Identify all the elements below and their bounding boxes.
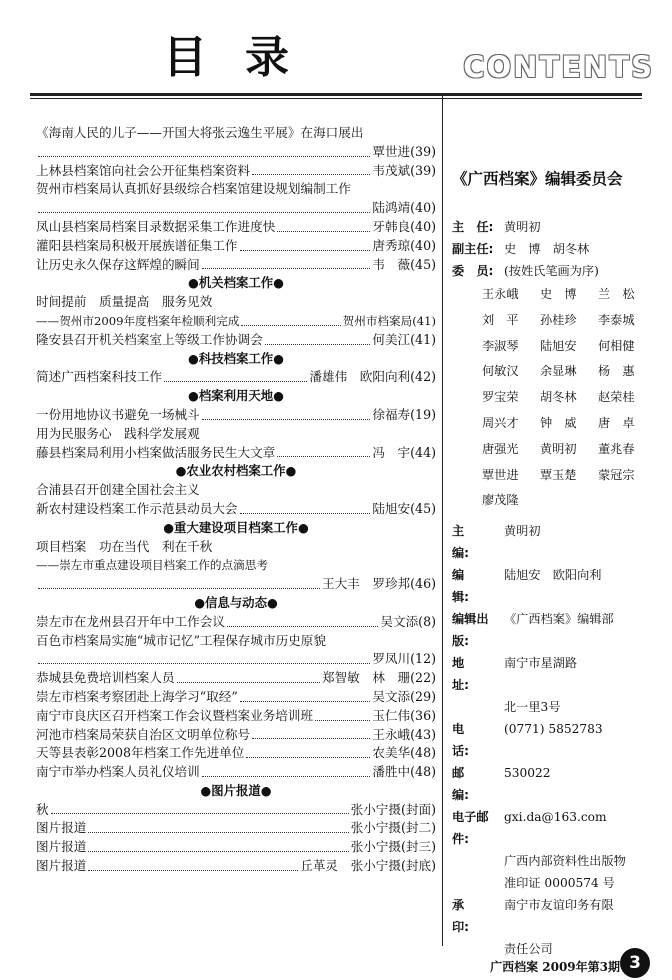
- board-row: [452, 718, 664, 762]
- board-member-name: 董兆春: [598, 441, 635, 456]
- board-member-name: 蒙冠宗: [598, 467, 635, 482]
- toc-entry-title: 恭城县免费培训档案人员: [36, 670, 175, 686]
- board-value: (按姓氏笔画为序): [504, 264, 599, 278]
- board-member-name: 余显琳: [540, 364, 577, 379]
- board-row: [452, 608, 664, 652]
- board-member-name: 何敏汉: [482, 364, 519, 379]
- toc-entry-author-page: 徐福寿(19): [372, 406, 436, 422]
- toc-entry-title: 凤山县档案局档案目录数据采集工作进度快: [36, 218, 276, 234]
- toc-leader-dots: [277, 444, 370, 458]
- toc-section-heading: ●重大建设项目档案工作●: [163, 519, 309, 535]
- toc-entry: [36, 669, 436, 688]
- toc-entry-author-page: 张小宁摄(封面): [350, 801, 436, 817]
- toc-entry: [36, 688, 436, 707]
- toc-leader-dots: [241, 312, 340, 326]
- board-value: 南宁市星湖路: [504, 656, 578, 671]
- toc-entry-title: 崇左市在龙州县召开年中工作会议: [36, 613, 225, 629]
- toc-entry-title: 秋: [36, 801, 49, 817]
- board-row: [452, 850, 664, 872]
- toc-entry-title: 灌阳县档案局积极开展族谱征集工作: [36, 237, 238, 253]
- toc-leader-dots: [202, 406, 371, 420]
- toc-leader-dots: [38, 650, 370, 664]
- board-row: [452, 260, 664, 282]
- toc-entry-title: 藤县档案局利用小档案做活服务民生大文章: [36, 444, 276, 460]
- toc-entry-author-page: 吴文添(8): [380, 613, 436, 629]
- toc-entry: [36, 857, 436, 876]
- board-value: gxi.da@163.com: [504, 810, 607, 825]
- board-member-name: 周兴才: [482, 415, 519, 430]
- toc-entry: [36, 368, 436, 387]
- toc-entry-title: 用为民服务心 践科学发展观: [36, 425, 200, 441]
- board-label: [452, 872, 504, 894]
- board-member-name: 孙桂珍: [540, 312, 577, 327]
- toc-entry-author-page: 冯 宇(44): [372, 444, 436, 460]
- toc-entry-title: 让历史永久保存这辉煌的瞬间: [36, 256, 200, 272]
- toc-leader-dots: [252, 726, 370, 740]
- board-row: [452, 696, 664, 718]
- toc-leader-dots: [177, 669, 320, 683]
- toc-entry: [36, 838, 436, 857]
- board-member-name: 杨 惠: [598, 364, 635, 379]
- toc-leader-dots: [240, 500, 371, 514]
- board-member-name: 唐 卓: [598, 415, 635, 430]
- board-row: [452, 806, 664, 850]
- toc-entry: [36, 218, 436, 237]
- board-label: 编 辑:: [452, 568, 489, 605]
- toc-entry-title: 崇左市档案考察团赴上海学习“取经”: [36, 688, 238, 704]
- toc-leader-dots: [227, 613, 378, 627]
- board-title: 《广西档案》编辑委员会: [452, 170, 623, 188]
- toc-section-heading: ●档案利用天地●: [188, 388, 284, 404]
- board-label: 承 印:: [452, 898, 489, 935]
- board-member-name: 廖茂隆: [482, 493, 519, 508]
- toc-entry-author-page: 王大丰 罗珍邦(46): [321, 576, 436, 592]
- toc-entry: [36, 162, 436, 181]
- footer-issue: 广西档案 2009年第3期: [490, 960, 620, 974]
- toc-leader-dots: [38, 575, 320, 589]
- toc-section-heading: ●机关档案工作●: [188, 275, 284, 291]
- toc-entry-title: 百色市档案局实施“城市记忆”工程保存城市历史原貌: [36, 632, 326, 648]
- toc-entry-author-page: 韦茂斌(39): [372, 162, 436, 178]
- toc-leader-dots: [164, 368, 307, 382]
- toc-leader-dots: [88, 838, 348, 852]
- toc-entry-author-page: 牙韩良(40): [372, 218, 436, 234]
- board-value: 准印证 0000574 号: [504, 876, 615, 891]
- board-row: [452, 238, 664, 260]
- board-label: 电子邮件:: [452, 810, 489, 847]
- toc-entry-author-page: 韦 薇(45): [372, 256, 436, 272]
- toc-leader-dots: [202, 256, 371, 270]
- toc-entry: [36, 763, 436, 782]
- toc-leader-dots: [246, 744, 370, 758]
- toc-entry-title: 河池市档案局荣获自治区文明单位称号: [36, 726, 251, 742]
- board-label: 电 话:: [452, 722, 489, 759]
- toc-section-heading: ●信息与动态●: [194, 594, 278, 610]
- board-member-name: 李淑琴: [482, 338, 519, 353]
- toc-leader-dots: [38, 199, 370, 213]
- toc-entry: [36, 726, 436, 745]
- board-member-name: 赵荣桂: [598, 390, 635, 405]
- toc-entry-title: 隆安县召开机关档案室上等级工作协调会: [36, 331, 263, 347]
- board-member-name: 覃世进: [482, 467, 519, 482]
- board-member-name: 李泰城: [598, 312, 635, 327]
- toc-entry-title: 《海南人民的儿子——开国大将张云逸生平展》在海口展出: [36, 125, 364, 140]
- toc-entry: [36, 256, 436, 275]
- board-row: [452, 762, 664, 806]
- toc-leader-dots: [38, 143, 370, 157]
- toc-leader-dots: [277, 218, 370, 232]
- board-member-name: 刘 平: [482, 312, 519, 327]
- board-value: 史 博 胡冬林: [504, 242, 590, 256]
- page-number: 3: [620, 948, 650, 978]
- board-member-name: 黄明初: [540, 441, 577, 456]
- toc-leader-dots: [202, 763, 371, 777]
- toc-entry-author-page: 潘胜中(48): [372, 764, 436, 780]
- toc-entry-author-page: 陆旭安(45): [372, 500, 436, 516]
- board-member-name: 罗宝荣: [482, 390, 519, 405]
- toc-entry-title: 图片报道: [36, 820, 87, 836]
- toc-entry-title: 天等县表彰2008年档案工作先进单位: [36, 745, 245, 761]
- toc-entry: [36, 575, 436, 594]
- toc-entry-title: ——崇左市重点建设项目档案工作的点滴思考: [36, 558, 268, 573]
- toc-entry: [36, 819, 436, 838]
- toc-section-heading: ●科技档案工作●: [188, 350, 284, 366]
- toc-entry-title: 图片报道: [36, 858, 87, 874]
- table-of-contents: [36, 124, 436, 876]
- board-member-name: 王永峨: [482, 287, 519, 301]
- board-top-rows: [452, 216, 664, 282]
- toc-entry-author-page: 张小宁摄(封三): [350, 839, 436, 855]
- board-row: [452, 652, 664, 696]
- toc-entry-author-page: 何美江(41): [372, 331, 436, 347]
- board-member-name: 何相健: [598, 338, 635, 353]
- toc-entry-author-page: 郑智敏 林 珊(22): [321, 670, 436, 686]
- toc-entry: [36, 613, 436, 632]
- board-row: [452, 520, 664, 564]
- board-member-name: 陆旭安: [540, 338, 577, 353]
- toc-entry-title: 简述广西档案科技工作: [36, 369, 162, 385]
- toc-entry: [36, 801, 436, 820]
- toc-entry-title: 南宁市良庆区召开档案工作会议暨档案业务培训班: [36, 707, 314, 723]
- board-row: [452, 564, 664, 608]
- toc-section-heading: ●农业农村档案工作●: [175, 463, 297, 479]
- board-label: 委 员:: [452, 264, 494, 278]
- editorial-board: [452, 160, 664, 960]
- toc-entry: [36, 237, 436, 256]
- board-label: [452, 938, 504, 960]
- toc-entry-author-page: 罗凤川(12): [372, 651, 436, 667]
- toc-entry-title: ——贺州市2009年度档案年检顺利完成: [36, 313, 240, 328]
- board-label: [452, 850, 504, 872]
- toc-entry-author-page: 玉仁伟(36): [372, 707, 436, 723]
- board-label: 副主任:: [452, 242, 494, 256]
- toc-entry: [36, 331, 436, 350]
- toc-entry-author-page: 潘雄伟 欧阳向利(42): [309, 369, 436, 385]
- toc-leader-dots: [240, 688, 371, 702]
- toc-entry-title: 新农村建设档案工作示范县动员大会: [36, 500, 238, 516]
- toc-section-heading: ●图片报道●: [200, 782, 272, 798]
- board-row: [452, 894, 664, 938]
- toc-entry-title: 上林县档案馆向社会公开征集档案资料: [36, 162, 251, 178]
- board-value: 黄明初: [504, 524, 541, 539]
- board-label: 邮 编:: [452, 766, 489, 803]
- toc-leader-dots: [252, 162, 370, 176]
- page-title-english: CONTENTS: [463, 50, 654, 84]
- toc-leader-dots: [51, 801, 349, 815]
- toc-entry: [36, 143, 436, 162]
- header-rule: [30, 93, 642, 96]
- board-member-name: 唐强光: [482, 441, 519, 456]
- board-member-name: 胡冬林: [540, 390, 577, 405]
- toc-entry-author-page: 王永峨(43): [372, 726, 436, 742]
- toc-leader-dots: [265, 331, 371, 345]
- board-bottom-rows: [452, 520, 664, 960]
- board-member-name: 覃玉楚: [540, 467, 577, 482]
- toc-leader-dots: [88, 857, 298, 871]
- toc-entry-title: 图片报道: [36, 839, 87, 855]
- board-value: (0771) 5852783: [504, 722, 603, 737]
- page-title: 目录: [163, 32, 327, 83]
- toc-entry: [36, 406, 436, 425]
- board-member-name: 史 博: [540, 287, 577, 301]
- board-value: 南宁市友谊印务有限: [504, 898, 614, 913]
- toc-entry-title: 一份用地协议书避免一场械斗: [36, 406, 200, 422]
- board-label: 主 编:: [452, 524, 489, 561]
- toc-entry-title: 项目档案 功在当代 利在千秋: [36, 538, 213, 554]
- toc-leader-dots: [315, 707, 370, 721]
- toc-entry-title: 合浦县召开创建全国社会主义: [36, 482, 200, 498]
- board-value: 广西内部资料性出版物: [504, 854, 626, 869]
- column-divider: [442, 96, 443, 946]
- toc-entry-title: 南宁市举办档案人员礼仪培训: [36, 764, 200, 780]
- toc-entry-author-page: 农美华(48): [372, 745, 436, 761]
- board-value: 《广西档案》编辑部: [504, 612, 614, 627]
- toc-entry-author-page: 覃世进(39): [372, 143, 436, 159]
- toc-entry: [36, 199, 436, 218]
- toc-entry: [36, 444, 436, 463]
- toc-entry: [36, 744, 436, 763]
- board-value: 黄明初: [504, 220, 541, 234]
- toc-leader-dots: [88, 819, 348, 833]
- board-label: 编辑出版:: [452, 612, 489, 649]
- toc-entry: [36, 650, 436, 669]
- board-value: 陆旭安 欧阳向利: [504, 568, 602, 583]
- board-value: 责任公司: [504, 942, 553, 957]
- header-rule-thin: [30, 98, 642, 99]
- toc-entry-author-page: 张小宁摄(封二): [350, 820, 436, 836]
- toc-leader-dots: [240, 237, 371, 251]
- toc-entry-title: 贺州市档案局认真抓好县级综合档案馆建设规划编制工作: [36, 181, 351, 197]
- board-row: [452, 216, 664, 238]
- board-members: [452, 282, 664, 514]
- toc-entry: [36, 707, 436, 726]
- board-member-name: 钟 威: [540, 415, 577, 430]
- board-row: [452, 872, 664, 894]
- board-value: 530022: [504, 766, 551, 781]
- toc-entry-author-page: 贺州市档案局(41): [342, 313, 436, 328]
- toc-entry: [36, 500, 436, 519]
- toc-entry: [36, 312, 436, 331]
- board-value: 北一里3号: [504, 700, 561, 715]
- toc-entry-author-page: 唐秀琼(40): [372, 237, 436, 253]
- toc-entry-author-page: 丘革灵 张小宁摄(封底): [300, 858, 436, 874]
- board-label: 地 址:: [452, 656, 489, 693]
- board-label: [452, 696, 504, 718]
- board-member-name: 兰 松: [598, 287, 635, 301]
- toc-entry-author-page: 陆鸿靖(40): [372, 200, 436, 216]
- toc-entry-author-page: 吴文添(29): [372, 688, 436, 704]
- board-label: 主 任:: [452, 220, 494, 234]
- toc-entry-title: 时间提前 质量提高 服务见效: [36, 294, 213, 310]
